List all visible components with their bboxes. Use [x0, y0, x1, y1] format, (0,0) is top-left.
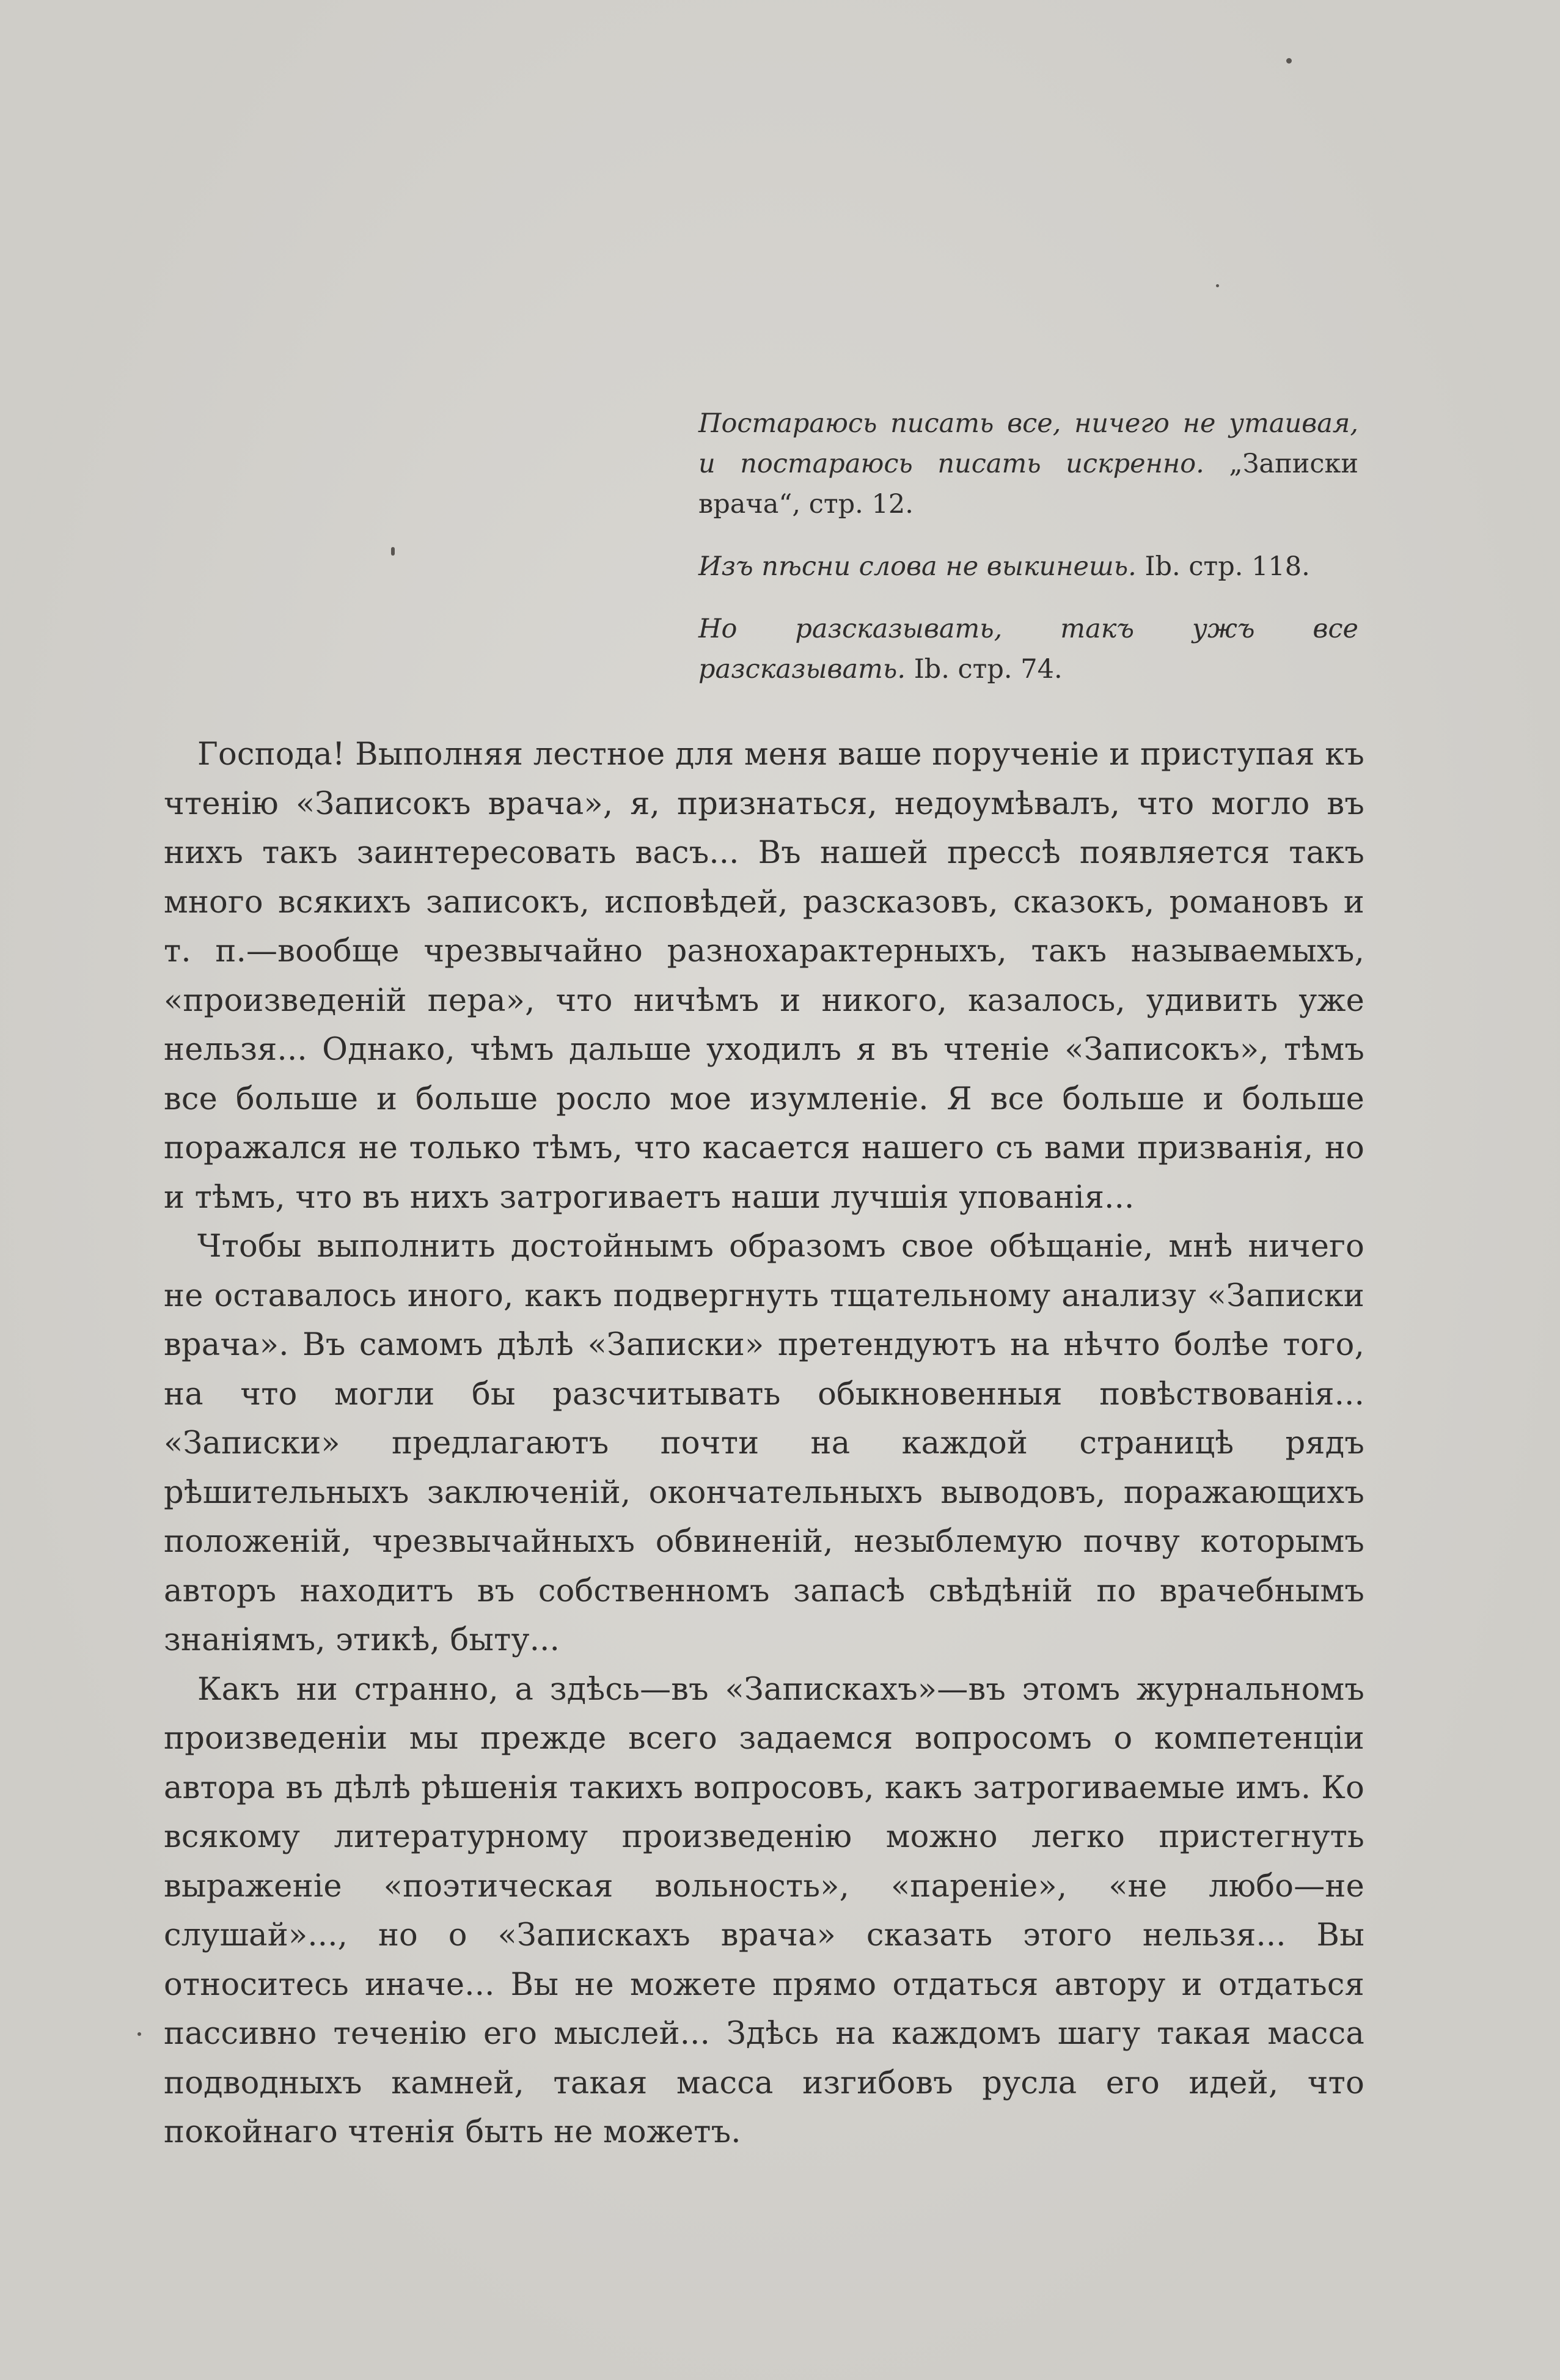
paragraph: Господа! Выполняя лестное для меня ваше порученіе и приступая къ чтенію «Записокъ врача», я, признаться, недоумѣвалъ, что могло въ нихъ такъ заинтересовать васъ... Въ нашей прессѣ появляется такъ много всякихъ записокъ, исповѣдей, разсказовъ, сказокъ, романовъ и т. п.—вообще чрезвычайно разнохарактерныхъ, такъ называемыхъ, «произведеній пера», что ничѣмъ и никого, казалось, удивить уже нельзя... Однако, чѣмъ дальше уходилъ я въ чтеніе «Записокъ», тѣмъ все больше и больше росло мое изумленіе. Я все больше и больше поражался не только тѣмъ, что касается нашего съ вами призванія, но и тѣмъ, что въ нихъ затрогиваетъ наши лучшія упованія... — [164, 736, 1364, 1216]
paper-speck — [1286, 58, 1292, 64]
epigraph — [698, 403, 1358, 524]
epigraph-quote: Но разсказывать, такъ ужъ все разсказывать. — [698, 614, 1358, 685]
paragraph: Какъ ни странно, а здѣсь—въ «Запискахъ»—въ этомъ журнальномъ произведеніи мы прежде всего задаемся вопросомъ о компетенціи автора въ дѣлѣ рѣшенія такихъ вопросовъ, какъ затрогиваемые имъ. Ко всякому литературному произведенію можно легко пристегнуть выраженіе «поэтическая вольность», «пареніе», «не любо—не слушай»..., но о «Запискахъ врача» сказать этого нельзя... Вы относитесь иначе... Вы не можете прямо отдаться автору и отдаться пассивно теченію его мыслей... Здѣсь на каждомъ шагу такая масса подводныхъ камней, такая масса изгибовъ русла его идей, что покойнаго чтенія быть не можетъ. — [164, 1671, 1364, 2150]
epigraph-source: Ib. стр. 74. — [914, 654, 1063, 685]
paper-speck — [137, 2032, 141, 2036]
epigraph-source: „Записки врача“, стр. 12. — [698, 449, 1358, 520]
paper-speck — [391, 547, 395, 556]
epigraph-source: Ib. стр. 118. — [1144, 551, 1310, 582]
epigraph — [698, 546, 1358, 587]
paragraph: Чтобы выполнить достойнымъ образомъ свое обѣщаніе, мнѣ ничего не оставалось иного, какъ подвергнуть тщательному анализу «Записки врача». Въ самомъ дѣлѣ «Записки» претендуютъ на нѣчто болѣе того, на что могли бы разсчитывать обыкновенныя повѣствованія... «Записки» предлагаютъ почти на каждой страницѣ рядъ рѣшительныхъ заключеній, окончательныхъ выводовъ, поражающихъ положеній, чрезвычайныхъ обвиненій, незыблемую почву которымъ авторъ находитъ въ собственномъ запасѣ свѣдѣній по врачебнымъ знаніямъ, этикѣ, быту... — [164, 1229, 1364, 1658]
epigraph — [698, 609, 1358, 689]
epigraph-quote: Изъ пѣсни слова не выкинешь. — [698, 551, 1137, 582]
main-text — [164, 730, 1364, 2158]
epigraph-quote: Постараюсь писать все, ничего не утаивая, и постараюсь писать искренно. — [698, 408, 1358, 479]
paper-speck — [1216, 284, 1219, 287]
epigraphs — [698, 403, 1358, 711]
